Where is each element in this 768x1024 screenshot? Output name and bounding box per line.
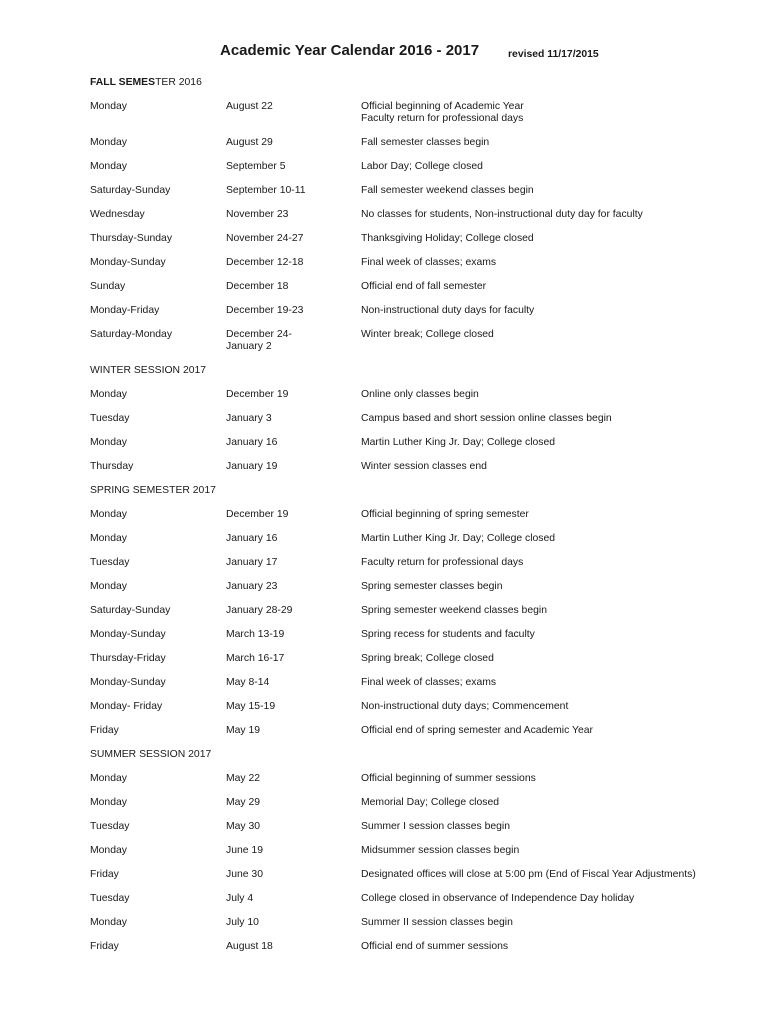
row-event-line: Official beginning of Academic Year — [361, 101, 524, 112]
section-heading-text: SUMMER SESSION 2017 — [90, 749, 212, 760]
calendar-row — [90, 509, 710, 521]
calendar-row — [90, 845, 710, 857]
row-event-line: Summer II session classes begin — [361, 917, 513, 928]
row-day: Saturday-Sunday — [90, 185, 171, 196]
row-event — [361, 137, 710, 149]
row-event-line: Martin Luther King Jr. Day; College closed — [361, 533, 556, 544]
row-event — [361, 797, 710, 809]
row-day: Monday — [90, 533, 127, 544]
row-event — [361, 821, 710, 833]
row-date-line: September 10-11 — [226, 185, 306, 196]
calendar-row — [90, 725, 710, 737]
row-date-line: August 18 — [226, 941, 273, 952]
calendar-row — [90, 161, 710, 173]
row-date — [226, 773, 336, 785]
row-event — [361, 557, 710, 569]
row-day: Thursday — [90, 461, 134, 472]
row-event — [361, 209, 710, 221]
calendar-row — [90, 773, 710, 785]
row-day: Tuesday — [90, 821, 130, 832]
row-day: Monday — [90, 509, 127, 520]
calendar-row — [90, 209, 710, 221]
row-date — [226, 101, 336, 113]
calendar-row — [90, 137, 710, 149]
section-heading-text: TER 2016 — [155, 77, 202, 88]
row-day: Thursday-Sunday — [90, 233, 173, 244]
row-date — [226, 257, 336, 269]
row-day: Monday — [90, 161, 127, 172]
row-event-line: Official beginning of spring semester — [361, 509, 529, 520]
row-date — [226, 845, 336, 857]
row-date-line: January 17 — [226, 557, 278, 568]
row-day: Friday — [90, 869, 119, 880]
row-day: Wednesday — [90, 209, 145, 220]
row-date-line: November 24-27 — [226, 233, 304, 244]
row-day: Thursday-Friday — [90, 653, 166, 664]
row-day: Monday-Sunday — [90, 629, 166, 640]
row-date — [226, 893, 336, 905]
row-event-line: Winter session classes end — [361, 461, 487, 472]
row-date — [226, 701, 336, 713]
calendar-row — [90, 389, 710, 401]
calendar-row — [90, 257, 710, 269]
row-date — [226, 437, 336, 449]
row-event — [361, 185, 710, 197]
row-event-line: College closed in observance of Independence Day holiday — [361, 893, 635, 904]
row-event-line: Faculty return for professional days — [361, 557, 524, 568]
row-event-line: Spring break; College closed — [361, 653, 494, 664]
calendar-row — [90, 101, 710, 125]
row-event-line: Summer I session classes begin — [361, 821, 510, 832]
row-date-line: January 23 — [226, 581, 278, 592]
row-event — [361, 677, 710, 689]
row-event-line: Fall semester weekend classes begin — [361, 185, 534, 196]
row-date-line: May 30 — [226, 821, 261, 832]
row-day: Saturday-Monday — [90, 329, 173, 340]
row-date — [226, 629, 336, 641]
document-header — [0, 42, 768, 65]
row-day: Sunday — [90, 281, 126, 292]
row-date — [226, 281, 336, 293]
row-day: Monday — [90, 773, 127, 784]
row-date-line: May 15-19 — [226, 701, 276, 712]
row-event — [361, 281, 710, 293]
section-heading-text: SPRING SEMESTER 2017 — [90, 485, 216, 496]
section-heading-bold: FALL SEMES — [90, 77, 156, 88]
row-date-line: September 5 — [226, 161, 286, 172]
row-date-line: January 3 — [226, 413, 272, 424]
calendar-row — [90, 629, 710, 641]
row-event-line: Thanksgiving Holiday; College closed — [361, 233, 534, 244]
row-event — [361, 257, 710, 269]
row-date — [226, 185, 336, 197]
row-date-line: March 16-17 — [226, 653, 285, 664]
row-date-line: January 16 — [226, 533, 278, 544]
row-day: Friday — [90, 725, 119, 736]
row-date — [226, 413, 336, 425]
calendar-row — [90, 605, 710, 617]
section-heading — [90, 749, 710, 761]
row-date-line: December 24- — [226, 329, 292, 340]
row-date-line: January 19 — [226, 461, 278, 472]
row-day: Monday-Sunday — [90, 257, 166, 268]
row-event-line: Official end of summer sessions — [361, 941, 509, 952]
calendar-row — [90, 941, 710, 953]
row-date — [226, 725, 336, 737]
row-event-line: Non-instructional duty days for faculty — [361, 305, 535, 316]
row-event — [361, 161, 710, 173]
row-date-line: December 18 — [226, 281, 289, 292]
calendar-row — [90, 581, 710, 593]
row-date — [226, 233, 336, 245]
calendar-row — [90, 437, 710, 449]
calendar-row — [90, 305, 710, 317]
row-event-line: Labor Day; College closed — [361, 161, 483, 172]
calendar-row — [90, 653, 710, 665]
row-date — [226, 209, 336, 221]
row-day: Monday-Friday — [90, 305, 160, 316]
row-event — [361, 437, 710, 449]
row-event — [361, 533, 710, 545]
row-day: Monday-Sunday — [90, 677, 166, 688]
row-day: Friday — [90, 941, 119, 952]
row-event — [361, 605, 710, 617]
row-event-line: Final week of classes; exams — [361, 677, 497, 688]
calendar-row — [90, 701, 710, 713]
row-date-line: June 19 — [226, 845, 263, 856]
calendar-row — [90, 917, 710, 929]
calendar-row — [90, 557, 710, 569]
row-day: Tuesday — [90, 413, 130, 424]
row-event-line: Spring semester classes begin — [361, 581, 503, 592]
calendar-row — [90, 869, 710, 881]
row-date-line: May 22 — [226, 773, 261, 784]
calendar-row — [90, 797, 710, 809]
row-date — [226, 581, 336, 593]
row-event — [361, 701, 710, 713]
row-date-line: May 8-14 — [226, 677, 270, 688]
calendar-row — [90, 329, 710, 353]
calendar-row — [90, 185, 710, 197]
row-date — [226, 605, 336, 617]
row-event-line: Winter break; College closed — [361, 329, 494, 340]
row-event-line: Official end of spring semester and Academic Year — [361, 725, 593, 736]
row-date — [226, 533, 336, 545]
calendar-row — [90, 461, 710, 473]
row-date-line: December 12-18 — [226, 257, 304, 268]
row-event-line: Official beginning of summer sessions — [361, 773, 536, 784]
row-event — [361, 725, 710, 737]
row-event-line: Online only classes begin — [361, 389, 479, 400]
row-day: Monday — [90, 437, 127, 448]
section-heading — [90, 485, 710, 497]
row-date — [226, 305, 336, 317]
row-date — [226, 389, 336, 401]
row-event — [361, 461, 710, 473]
row-event — [361, 305, 710, 317]
row-event-line: Non-instructional duty days; Commencement — [361, 701, 569, 712]
revision-date: revised 11/17/2015 — [508, 49, 599, 60]
section-heading-text: WINTER SESSION 2017 — [90, 365, 207, 376]
row-date-line: June 30 — [226, 869, 263, 880]
row-date — [226, 917, 336, 929]
row-day: Monday — [90, 389, 127, 400]
row-event — [361, 509, 710, 521]
row-event — [361, 581, 710, 593]
row-date — [226, 329, 336, 353]
row-event — [361, 389, 710, 401]
document-title: Academic Year Calendar 2016 - 2017 — [220, 42, 480, 59]
row-date — [226, 869, 336, 881]
row-date — [226, 137, 336, 149]
row-date — [226, 461, 336, 473]
row-date — [226, 941, 336, 953]
row-event-line: Campus based and short session online classes begin — [361, 413, 612, 424]
row-date-line: May 29 — [226, 797, 261, 808]
row-event-line: Midsummer session classes begin — [361, 845, 520, 856]
row-date — [226, 677, 336, 689]
row-event-line: Spring semester weekend classes begin — [361, 605, 547, 616]
row-day: Monday — [90, 845, 127, 856]
row-event — [361, 941, 710, 953]
row-event — [361, 653, 710, 665]
calendar-row — [90, 533, 710, 545]
row-date-line: May 19 — [226, 725, 261, 736]
row-date — [226, 653, 336, 665]
calendar-row — [90, 413, 710, 425]
calendar-row — [90, 821, 710, 833]
row-event-line: Faculty return for professional days — [361, 113, 524, 124]
row-day: Monday — [90, 101, 127, 112]
row-event — [361, 413, 710, 425]
row-date-line: December 19 — [226, 389, 289, 400]
row-event — [361, 869, 710, 881]
row-event-line: Official end of fall semester — [361, 281, 487, 292]
row-date-line: January 16 — [226, 437, 278, 448]
calendar-body — [90, 77, 710, 965]
row-day: Monday — [90, 797, 127, 808]
row-event-line: Designated offices will close at 5:00 pm (End of Fiscal Year Adjustments) — [361, 869, 696, 880]
row-date — [226, 509, 336, 521]
row-date — [226, 797, 336, 809]
row-event — [361, 845, 710, 857]
row-event — [361, 629, 710, 641]
row-event — [361, 773, 710, 785]
calendar-row — [90, 281, 710, 293]
row-event-line: No classes for students, Non-instructional duty day for faculty — [361, 209, 643, 220]
row-event — [361, 893, 710, 905]
section-heading — [90, 365, 710, 377]
row-date-line: July 10 — [226, 917, 259, 928]
row-day: Monday — [90, 581, 127, 592]
row-event — [361, 329, 710, 341]
row-day: Monday- Friday — [90, 701, 163, 712]
row-date — [226, 557, 336, 569]
row-date-line: December 19 — [226, 509, 289, 520]
calendar-row — [90, 893, 710, 905]
row-date-line: March 13-19 — [226, 629, 285, 640]
row-date-line: January 2 — [226, 341, 272, 352]
row-date — [226, 161, 336, 173]
row-date — [226, 821, 336, 833]
row-day: Tuesday — [90, 557, 130, 568]
row-day: Tuesday — [90, 893, 130, 904]
calendar-row — [90, 233, 710, 245]
row-date-line: August 29 — [226, 137, 273, 148]
row-date-line: August 22 — [226, 101, 273, 112]
row-date-line: July 4 — [226, 893, 254, 904]
row-event-line: Spring recess for students and faculty — [361, 629, 535, 640]
row-event-line: Final week of classes; exams — [361, 257, 497, 268]
section-heading — [90, 77, 710, 89]
row-event — [361, 233, 710, 245]
row-date-line: January 28-29 — [226, 605, 293, 616]
row-date-line: November 23 — [226, 209, 289, 220]
row-date-line: December 19-23 — [226, 305, 304, 316]
row-day: Saturday-Sunday — [90, 605, 171, 616]
calendar-row — [90, 677, 710, 689]
row-day: Monday — [90, 917, 127, 928]
row-event — [361, 101, 710, 125]
row-event-line: Memorial Day; College closed — [361, 797, 500, 808]
row-day: Monday — [90, 137, 127, 148]
row-event-line: Martin Luther King Jr. Day; College closed — [361, 437, 556, 448]
row-event — [361, 917, 710, 929]
row-event-line: Fall semester classes begin — [361, 137, 490, 148]
